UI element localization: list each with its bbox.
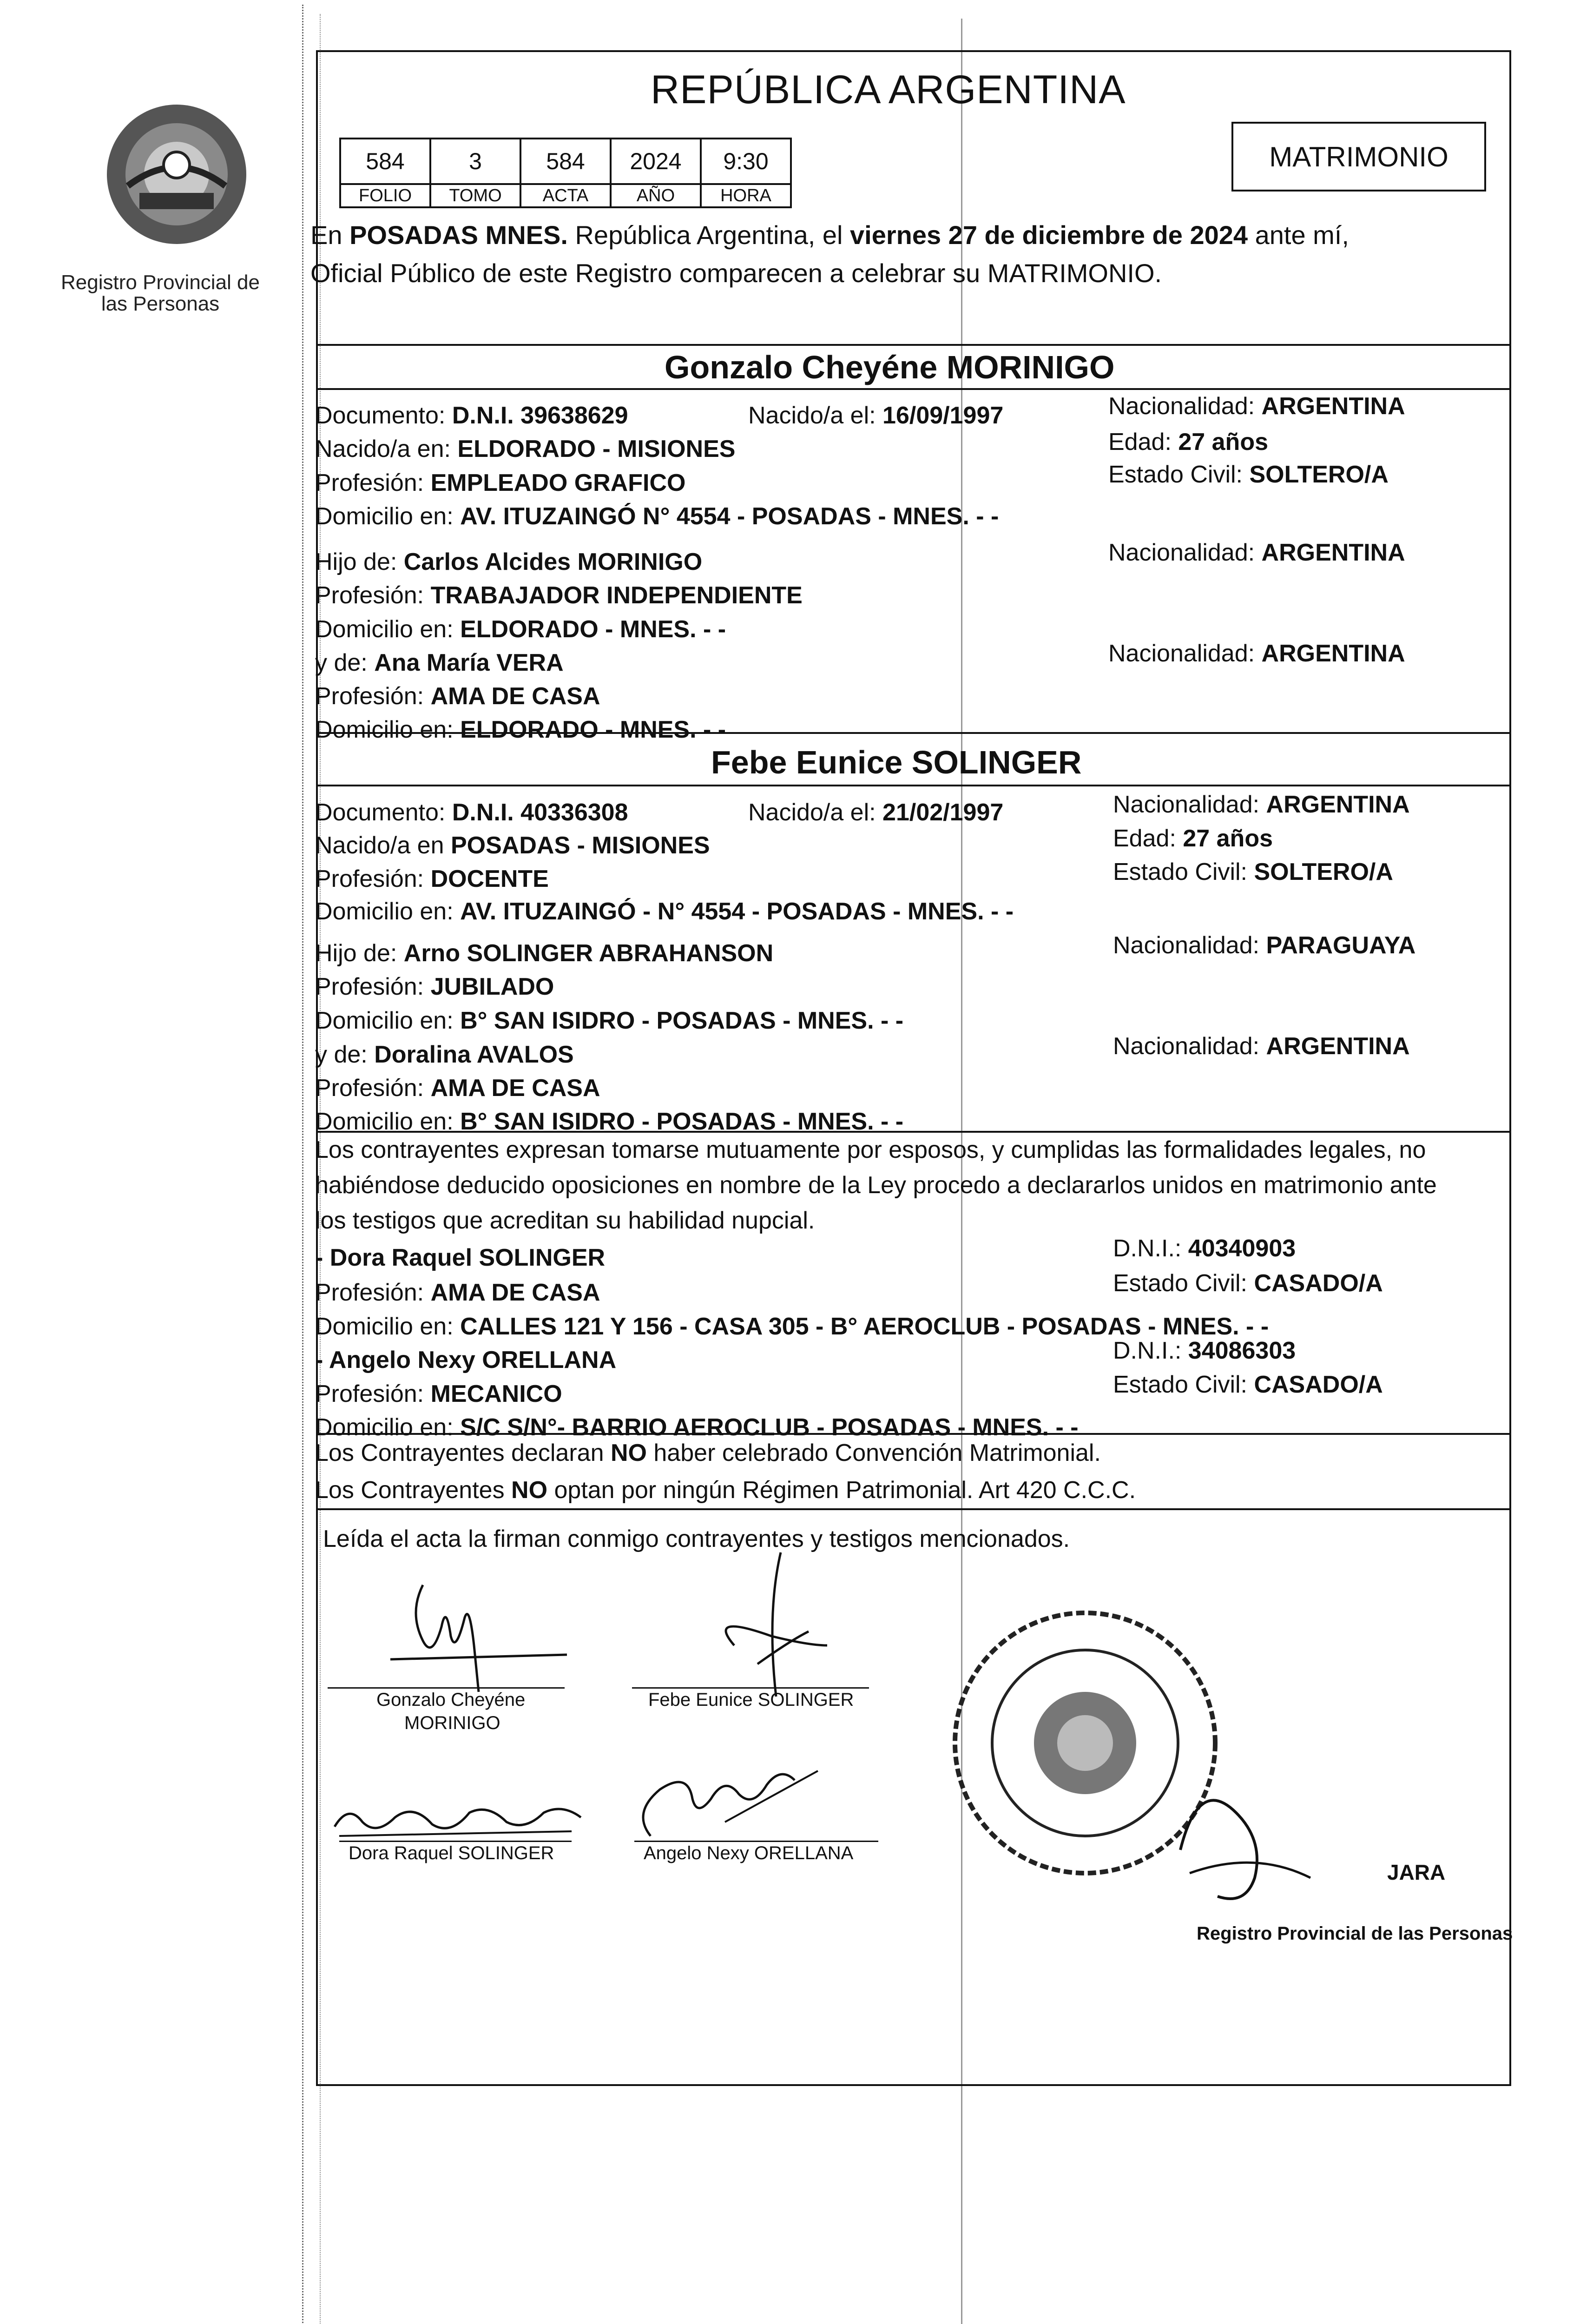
country-title: REPÚBLICA ARGENTINA (651, 67, 1126, 112)
spouse2-mother-profesion: Profesión: AMA DE CASA (315, 1075, 600, 1102)
official-name-fragment: JARA (1387, 1860, 1446, 1884)
spouse2-domicilio: Domicilio en: AV. ITUZAINGÓ - N° 4554 - POSADAS - MNES. - - (315, 898, 1014, 925)
spouse2-profesion: Profesión: DOCENTE (315, 865, 549, 892)
anio-value: 2024 (611, 139, 701, 184)
divider (316, 732, 1511, 734)
spouse2-mother-domicilio: Domicilio en: B° SAN ISIDRO - POSADAS - MNES. - - (315, 1108, 904, 1135)
spouse1-domicilio: Domicilio en: AV. ITUZAINGÓ N° 4554 - POSADAS - MNES. - - (315, 503, 999, 530)
act-type-box: MATRIMONIO (1231, 122, 1486, 191)
acta-value: 584 (520, 139, 611, 184)
witness2-profesion: Profesión: MECANICO (315, 1380, 562, 1407)
spouse1-nacido: Nacido/a el: 16/09/1997 (748, 402, 1004, 429)
divider (316, 344, 1511, 346)
signature-name-2: Febe Eunice SOLINGER (648, 1690, 854, 1710)
spouse1-father: Hijo de: Carlos Alcides MORINIGO (315, 548, 703, 575)
spouse1-mother-profesion: Profesión: AMA DE CASA (315, 683, 600, 710)
witness1-estado-civil: Estado Civil: CASADO/A (1113, 1270, 1383, 1297)
left-margin-line (302, 5, 303, 2324)
signature-line (328, 1687, 565, 1689)
spouse2-nacido: Nacido/a el: 21/02/1997 (748, 799, 1004, 826)
spouse2-nacionalidad: Nacionalidad: ARGENTINA (1113, 791, 1410, 818)
spouse1-edad: Edad: 27 años (1108, 429, 1268, 456)
spouse1-profesion: Profesión: EMPLEADO GRAFICO (315, 469, 686, 496)
acta-label: ACTA (520, 184, 611, 207)
registry-logo-text: Registro Provincial de las Personas (61, 271, 260, 316)
witness1-name: - Dora Raquel SOLINGER (315, 1244, 606, 1271)
spouse1-name: Gonzalo Cheyéne MORINIGO (665, 349, 1115, 385)
divider (316, 1508, 1511, 1510)
witness1-domicilio: Domicilio en: CALLES 121 Y 156 - CASA 305 - B° AEROCLUB - POSADAS - MNES. - - (315, 1313, 1269, 1340)
declaration-line-1: Los contrayentes expresan tomarse mutuamente por esposos, y cumplidas las formalidades legales, no (315, 1136, 1426, 1163)
closing-text: Leída el acta la firman conmigo contrayentes y testigos mencionados. (323, 1525, 1070, 1552)
spouse1-father-domicilio: Domicilio en: ELDORADO - MNES. - - (315, 616, 726, 643)
signature-febe-icon (688, 1548, 850, 1701)
witness2-dni: D.N.I.: 34086303 (1113, 1337, 1296, 1364)
witness2-estado-civil: Estado Civil: CASADO/A (1113, 1371, 1383, 1398)
anio-label: AÑO (611, 184, 701, 207)
registry-table (339, 138, 792, 208)
hora-value: 9:30 (701, 139, 791, 184)
declaration-line-3: los testigos que acreditan su habilidad nupcial. (315, 1207, 815, 1234)
spouse1-lugar: Nacido/a en: ELDORADO - MISIONES (315, 436, 736, 462)
declaration-line-2: habiéndose deducido oposiciones en nombre de la Ley procedo a declararlos unidos en matrimonio ante (315, 1172, 1437, 1199)
signature-angelo-icon (632, 1757, 827, 1845)
divider (316, 388, 1511, 390)
tomo-label: TOMO (430, 184, 520, 207)
signature-name-4: Angelo Nexy ORELLANA (644, 1843, 854, 1863)
convention-line-2: Los Contrayentes NO optan por ningún Régimen Patrimonial. Art 420 C.C.C. (315, 1477, 1136, 1504)
provincia-misiones-seal-icon (95, 93, 258, 270)
divider (316, 1433, 1511, 1435)
spouse2-name: Febe Eunice SOLINGER (711, 744, 1082, 780)
signature-name-1b: MORINIGO (404, 1713, 500, 1733)
spouse2-edad: Edad: 27 años (1113, 825, 1273, 852)
spouse2-father: Hijo de: Arno SOLINGER ABRAHANSON (315, 940, 774, 967)
spouse2-lugar: Nacido/a en POSADAS - MISIONES (315, 832, 710, 859)
spouse1-mother-domicilio: Domicilio en: ELDORADO - MNES. - - (315, 716, 726, 743)
spouse2-father-domicilio: Domicilio en: B° SAN ISIDRO - POSADAS - MNES. - - (315, 1007, 904, 1034)
signature-name-3: Dora Raquel SOLINGER (349, 1843, 554, 1863)
divider (316, 785, 1511, 786)
intro-line-2: Oficial Público de este Registro comparecen a celebrar su MATRIMONIO. (310, 258, 1162, 288)
signature-line (632, 1687, 869, 1689)
convention-line-1: Los Contrayentes declaran NO haber celebrado Convención Matrimonial. (315, 1439, 1101, 1466)
spouse2-mother-nacionalidad: Nacionalidad: ARGENTINA (1113, 1033, 1410, 1060)
spouse2-documento: Documento: D.N.I. 40336308 (315, 799, 628, 826)
spouse2-father-nacionalidad: Nacionalidad: PARAGUAYA (1113, 932, 1416, 959)
spouse2-father-profesion: Profesión: JUBILADO (315, 973, 554, 1000)
folio-value: 584 (340, 139, 430, 184)
signature-gonzalo-icon (381, 1576, 576, 1706)
tomo-value: 3 (430, 139, 520, 184)
signature-name-1a: Gonzalo Cheyéne (376, 1690, 526, 1710)
spouse2-estado-civil: Estado Civil: SOLTERO/A (1113, 858, 1393, 885)
spouse1-nacionalidad: Nacionalidad: ARGENTINA (1108, 393, 1405, 420)
spouse2-mother: y de: Doralina AVALOS (315, 1041, 574, 1068)
official-office: Registro Provincial de las Personas (1197, 1923, 1513, 1944)
hora-label: HORA (701, 184, 791, 207)
official-signature-icon (1162, 1757, 1329, 1924)
spouse1-estado-civil: Estado Civil: SOLTERO/A (1108, 461, 1389, 488)
spouse1-father-nacionalidad: Nacionalidad: ARGENTINA (1108, 539, 1405, 566)
signature-line (339, 1841, 572, 1842)
signature-dora-icon (330, 1785, 590, 1850)
witness2-domicilio: Domicilio en: S/C S/N°- BARRIO AEROCLUB - POSADAS - MNES. - - (315, 1414, 1079, 1441)
signature-line (634, 1841, 878, 1842)
spouse1-father-profesion: Profesión: TRABAJADOR INDEPENDIENTE (315, 582, 803, 609)
witness1-profesion: Profesión: AMA DE CASA (315, 1279, 600, 1306)
witness1-dni: D.N.I.: 40340903 (1113, 1235, 1296, 1262)
witness2-name: - Angelo Nexy ORELLANA (315, 1347, 617, 1373)
spouse1-documento: Documento: D.N.I. 39638629 (315, 402, 628, 429)
folio-label: FOLIO (340, 184, 430, 207)
intro-line-1: En POSADAS MNES. República Argentina, el viernes 27 de diciembre de 2024 ante mí, (310, 220, 1349, 250)
divider (316, 1131, 1511, 1133)
spouse1-mother: y de: Ana María VERA (315, 649, 564, 676)
spouse1-mother-nacionalidad: Nacionalidad: ARGENTINA (1108, 640, 1405, 667)
